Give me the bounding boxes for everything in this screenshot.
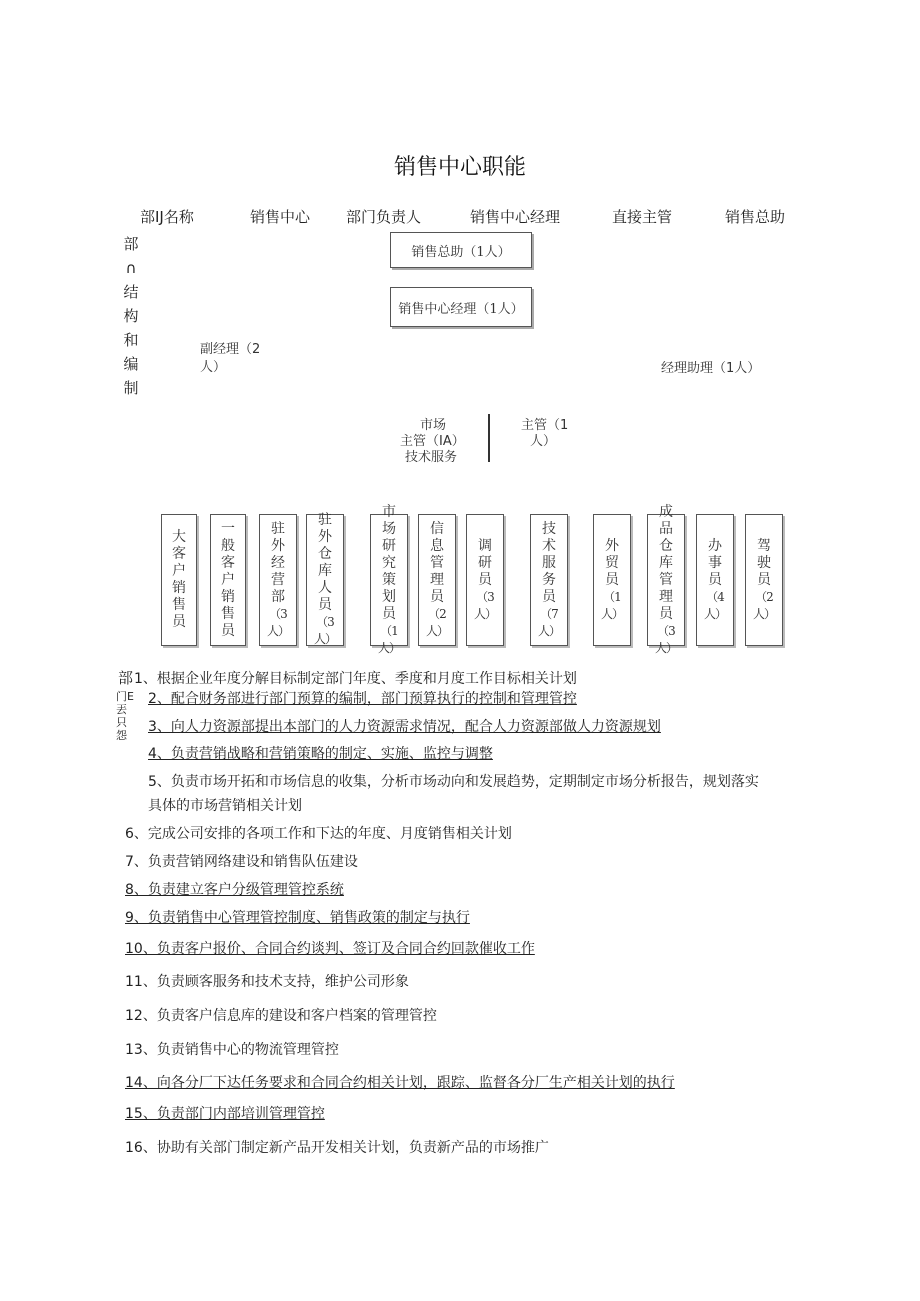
staff-name: 办事员 — [708, 537, 722, 588]
staff-name: 调研员 — [478, 537, 492, 588]
staff-box — [466, 514, 504, 646]
duty-item: 11、负责顾客服务和技术支持，维护公司形象 — [125, 974, 409, 990]
org-box-sales-director: 销售总助（1人） — [390, 232, 532, 268]
org-label-char: 制 — [123, 379, 139, 397]
duty-item: 2、配合财务部进行部门预算的编制，部门预算执行的控制和管理管控 — [148, 691, 577, 707]
org-divider-line — [488, 414, 490, 462]
direct-supervisor-label: 直接主管 — [612, 208, 673, 226]
staff-box — [745, 514, 783, 646]
market-supervisor-line3: 技术服务 — [405, 450, 458, 465]
org-box-sales-manager: 销售中心经理（1人） — [390, 287, 532, 327]
duty-section-label-vertical: 门E丟只怨 — [116, 690, 134, 742]
duty-item: 8、负责建立客户分级管理管控系统 — [125, 882, 344, 898]
dept-head-value: 销售中心经理 — [470, 208, 561, 226]
org-structure-section-label — [120, 232, 142, 400]
org-label-char: 构 — [123, 307, 139, 325]
staff-name: 大客户销售员 — [172, 529, 186, 630]
org-label-char: 结 — [123, 283, 139, 301]
org-label-char: ∩ — [125, 259, 137, 277]
dept-name-label: 部IJ名称 — [140, 208, 194, 226]
staff-count: （3人） — [313, 615, 336, 646]
org-label-char: 和 — [123, 331, 139, 349]
duty-item-continued: 具体的市场营销相关计划 — [148, 798, 302, 814]
staff-box — [530, 514, 568, 646]
tech-supervisor-line2: 人） — [530, 434, 557, 449]
staff-count: （1人） — [600, 589, 623, 621]
staff-name: 信息管理员 — [430, 520, 444, 605]
direct-supervisor-value: 销售总助 — [725, 208, 786, 226]
duty-item: 14、向各分厂下达任务要求和合同合约相关计划，跟踪、监督各分厂生产相关计划的执行 — [125, 1075, 675, 1091]
staff-box — [210, 514, 246, 646]
staff-box — [161, 514, 197, 646]
duty-section-label: 部 — [118, 669, 134, 687]
deputy-manager-line2: 人） — [200, 360, 227, 375]
staff-box — [593, 514, 631, 646]
deputy-manager-line1: 副经理（2 — [200, 342, 261, 357]
duty-item: 1、根据企业年度分解目标制定部门年度、季度和月度工作目标相关计划 — [134, 671, 577, 687]
staff-count: （1人） — [377, 623, 400, 655]
dept-name-value: 销售中心 — [250, 208, 311, 226]
duty-item: 9、负责销售中心管理管控制度、销售政策的制定与执行 — [125, 910, 470, 926]
staff-name: 驾驶员 — [757, 537, 771, 588]
staff-box — [696, 514, 734, 646]
duty-item: 16、协助有关部门制定新产品开发相关计划，负责新产品的市场推广 — [125, 1140, 549, 1156]
staff-name: 一般客户销售员 — [221, 520, 235, 639]
staff-name: 驻外经营部 — [271, 520, 285, 605]
staff-name: 成品仓库管理员 — [659, 503, 673, 622]
duty-item: 12、负责客户信息库的建设和客户档案的管理管控 — [125, 1008, 437, 1024]
market-supervisor-line1: 市场 — [420, 418, 447, 433]
staff-count: （3人） — [473, 589, 496, 621]
duty-item: 5、负责市场开拓和市场信息的收集，分析市场动向和发展趋势，定期制定市场分析报告，规划落实 — [148, 774, 759, 790]
duty-item: 3、向人力资源部提出本部门的人力资源需求情况，配合人力资源部做人力资源规划 — [148, 719, 661, 735]
staff-box — [418, 514, 456, 646]
staff-box — [370, 503, 408, 655]
duty-item: 4、负责营销战略和营销策略的制定、实施、监控与调整 — [148, 746, 493, 762]
staff-count: （4人） — [703, 589, 726, 621]
duty-item: 7、负责营销网络建设和销售队伍建设 — [125, 854, 358, 870]
staff-box — [647, 503, 685, 655]
staff-box — [306, 514, 344, 646]
tech-supervisor-line1: 主管（1 — [521, 418, 569, 433]
staff-count: （7人） — [537, 606, 560, 638]
duty-item: 10、负责客户报价、合同合约谈判、签订及合同合约回款催收工作 — [125, 941, 535, 957]
manager-assistant: 经理助理（1人） — [661, 361, 761, 376]
staff-box — [259, 514, 297, 646]
staff-count: （3人） — [266, 606, 289, 638]
duty-item: 15、负责部门内部培训管理管控 — [125, 1106, 325, 1122]
org-label-char: 部 — [123, 235, 139, 253]
duty-item: 13、负责销售中心的物流管理管控 — [125, 1042, 339, 1058]
staff-count: （2人） — [425, 606, 448, 638]
dept-head-label: 部门负责人 — [346, 208, 422, 226]
staff-name: 市场研究策划员 — [382, 503, 396, 622]
staff-name: 驻外仓库人员 — [318, 512, 332, 613]
staff-count: （3人） — [654, 623, 677, 655]
staff-name: 技术服务员 — [542, 520, 556, 605]
staff-name: 外贸员 — [605, 537, 619, 588]
market-supervisor-line2: 主管（IA） — [400, 434, 465, 449]
staff-count: （2人） — [752, 589, 775, 621]
page-title: 销售中心职能 — [393, 155, 526, 180]
duty-item: 6、完成公司安排的各项工作和下达的年度、月度销售相关计划 — [125, 826, 512, 842]
org-label-char: 编 — [123, 355, 139, 373]
